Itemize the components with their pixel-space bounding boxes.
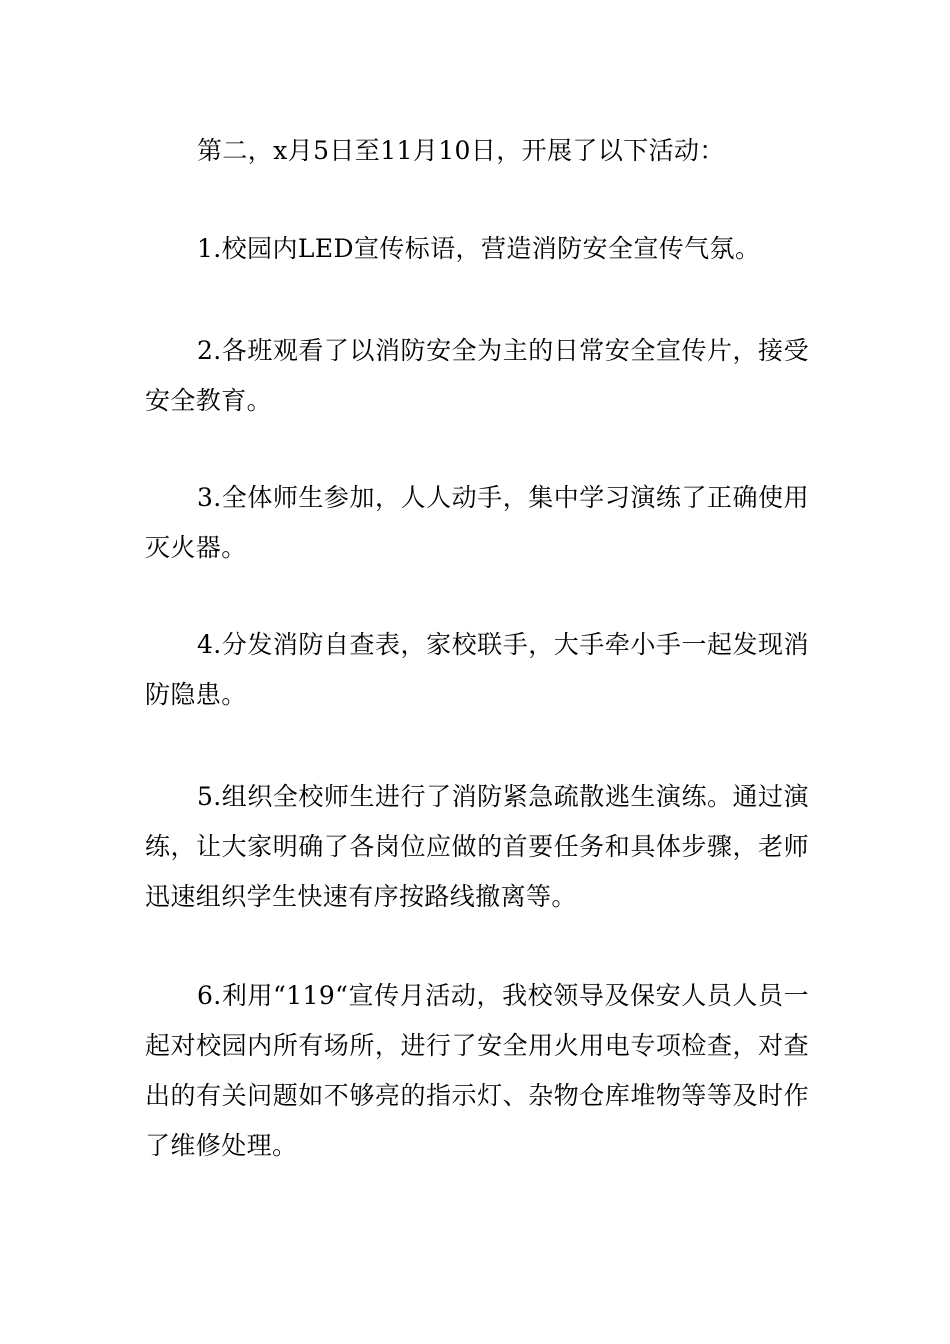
activity-item-2: 2.各班观看了以消防安全为主的日常安全宣传片，接受安全教育。 [145, 336, 809, 415]
activity-item-6: 6.利用“119“宣传月活动，我校领导及保安人员人员一起对校园内所有场所，进行了安全用火用电专项检查，对查出的有关问题如不够亮的指示灯、杂物仓库堆物等等及时作了维修处理。 [145, 981, 809, 1160]
activity-item-1: 1.校园内LED宣传标语，营造消防安全宣传气氛。 [197, 234, 761, 263]
intro-paragraph: 第二，x月5日至11月10日，开展了以下活动： [197, 136, 725, 165]
activity-item-5: 5.组织全校师生进行了消防紧急疏散逃生演练。通过演练，让大家明确了各岗位应做的首要任务和具体步骤，老师迅速组织学生快速有序按路线撤离等。 [145, 782, 809, 911]
activity-item-4: 4.分发消防自查表，家校联手，大手牵小手一起发现消防隐患。 [145, 630, 809, 709]
activity-item-3: 3.全体师生参加，人人动手，集中学习演练了正确使用灭火器。 [145, 483, 809, 562]
